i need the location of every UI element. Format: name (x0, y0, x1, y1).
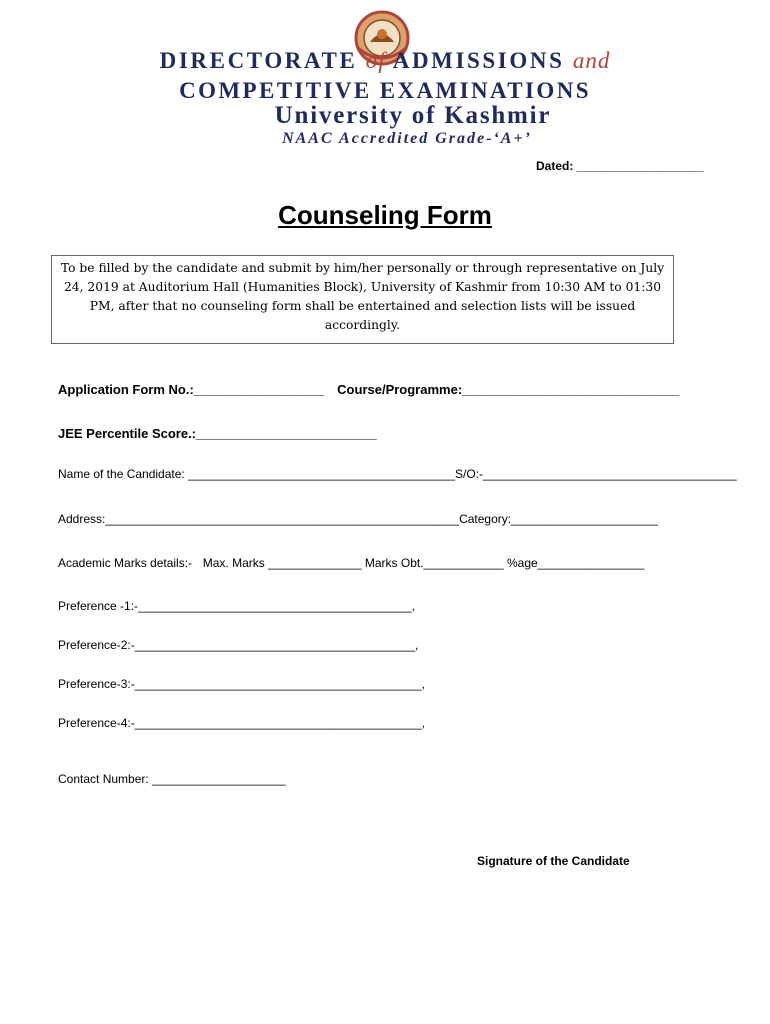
header-university-name: University of Kashmir (274, 102, 552, 129)
preference-4-field[interactable]: Preference-4:-___________________________________________, (58, 716, 426, 730)
page-title: Counseling Form (278, 200, 492, 230)
header-directorate (0, 48, 770, 74)
name-row (58, 467, 737, 481)
marks-obtained-field[interactable]: Marks Obt.____________ (364, 556, 504, 570)
jee-percentile-field[interactable]: JEE Percentile Score.:_________________________ (58, 426, 377, 441)
application-course-row (58, 382, 679, 397)
signature-label: Signature of the Candidate (477, 854, 630, 868)
header-competitive-examinations: COMPETITIVE EXAMINATIONS (179, 78, 591, 103)
address-row (58, 512, 658, 526)
academic-marks-row (58, 556, 644, 570)
header-naac-grade: NAAC Accredited Grade-‘A+’ (282, 130, 532, 147)
son-of-field[interactable]: S/O:-______________________________________ (455, 467, 737, 481)
candidate-name-field[interactable]: Name of the Candidate: ________________________________________ (58, 467, 456, 481)
preference-3-field[interactable]: Preference-3:-___________________________________________, (58, 677, 426, 691)
academic-marks-label: Academic Marks details:- (58, 556, 193, 570)
instructions-box: To be filled by the candidate and submit by him/her personally or through representative on July 24, 2019 at Auditorium Hall (Humanities Block), University of Kashmir from 10:30 AM to 01:30 PM, after that no counseling form shall be entertained and selection lists will be issued accordingly. (51, 255, 674, 344)
course-programme-field[interactable]: Course/Programme:______________________________ (337, 382, 680, 397)
address-field[interactable]: Address:_____________________________________________________ (58, 512, 460, 526)
dated-field[interactable]: Dated: ___________________ (536, 159, 704, 173)
header-word-of: of (365, 48, 386, 73)
application-form-field[interactable]: Application Form No.:__________________ (58, 382, 324, 397)
category-field[interactable]: Category:______________________ (459, 512, 658, 526)
header-word-directorate: DIRECTORATE (159, 48, 358, 73)
contact-number-field[interactable]: Contact Number: ____________________ (58, 772, 286, 786)
preference-2-field[interactable]: Preference-2:-__________________________________________, (58, 638, 419, 652)
max-marks-field[interactable]: Max. Marks ______________ (202, 556, 362, 570)
header-word-and: and (572, 48, 611, 73)
header-word-admissions: ADMISSIONS (392, 48, 565, 73)
percentage-field[interactable]: %age________________ (506, 556, 645, 570)
preference-1-field[interactable]: Preference -1:-_________________________________________, (58, 599, 415, 613)
